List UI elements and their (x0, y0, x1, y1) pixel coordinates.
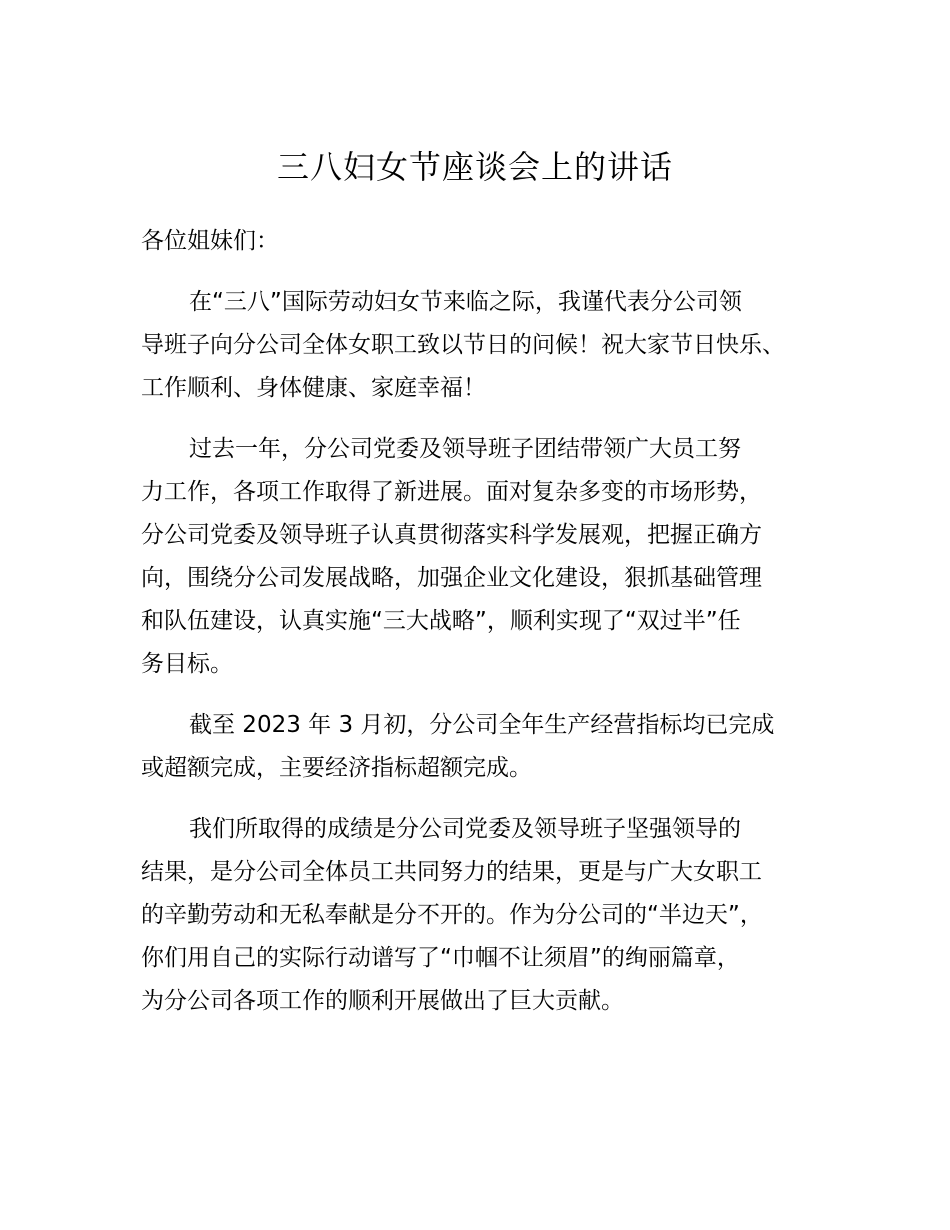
paragraph-line: 你们用自己的实际行动谱写了“巾帼不让须眉”的绚丽篇章， (141, 945, 740, 971)
paragraph-line: 在“三八”国际劳动妇女节来临之际，我谨代表分公司领 (189, 289, 742, 315)
paragraph-line: 我们所取得的成绩是分公司党委及领导班子坚强领导的 (189, 816, 741, 842)
paragraph-line: 和队伍建设，认真实施“三大战略”，顺利实现了“双过半”任 (141, 608, 741, 634)
paragraph-line: 导班子向分公司全体女职工致以节日的问候！祝大家节日快乐、 (141, 332, 785, 358)
paragraph-line: 的辛勤劳动和无私奉献是分不开的。作为分公司的“半边天”， (141, 902, 763, 928)
paragraph-line: 向，围绕分公司发展战略，加强企业文化建设，狠抓基础管理 (141, 565, 762, 591)
paragraph-2 (141, 428, 831, 686)
paragraph-line: 过去一年，分公司党委及领导班子团结带领广大员工努 (189, 436, 741, 462)
paragraph-line: 为分公司各项工作的顺利开展做出了巨大贡献。 (141, 988, 624, 1014)
paragraph-line: 或超额完成，主要经济指标超额完成。 (141, 755, 532, 781)
paragraph-line: 务目标。 (141, 651, 233, 677)
document-title: 三八妇女节座谈会上的讲话 (276, 148, 673, 186)
paragraph-line: 分公司党委及领导班子认真贯彻落实科学发展观，把握正确方 (141, 522, 762, 548)
paragraph-4 (141, 808, 831, 1023)
salutation: 各位姐妹们： (141, 228, 279, 254)
paragraph-line: 工作顺利、身体健康、家庭幸福！ (141, 375, 486, 401)
paragraph-line: 力工作，各项工作取得了新进展。面对复杂多变的市场形势， (141, 479, 762, 505)
paragraph-1 (141, 281, 831, 410)
paragraph-line: 截至 2023 年 3 月初，分公司全年生产经营指标均已完成 (189, 712, 775, 738)
paragraph-line: 结果，是分公司全体员工共同努力的结果，更是与广大女职工 (141, 859, 762, 885)
paragraph-3 (141, 704, 831, 790)
